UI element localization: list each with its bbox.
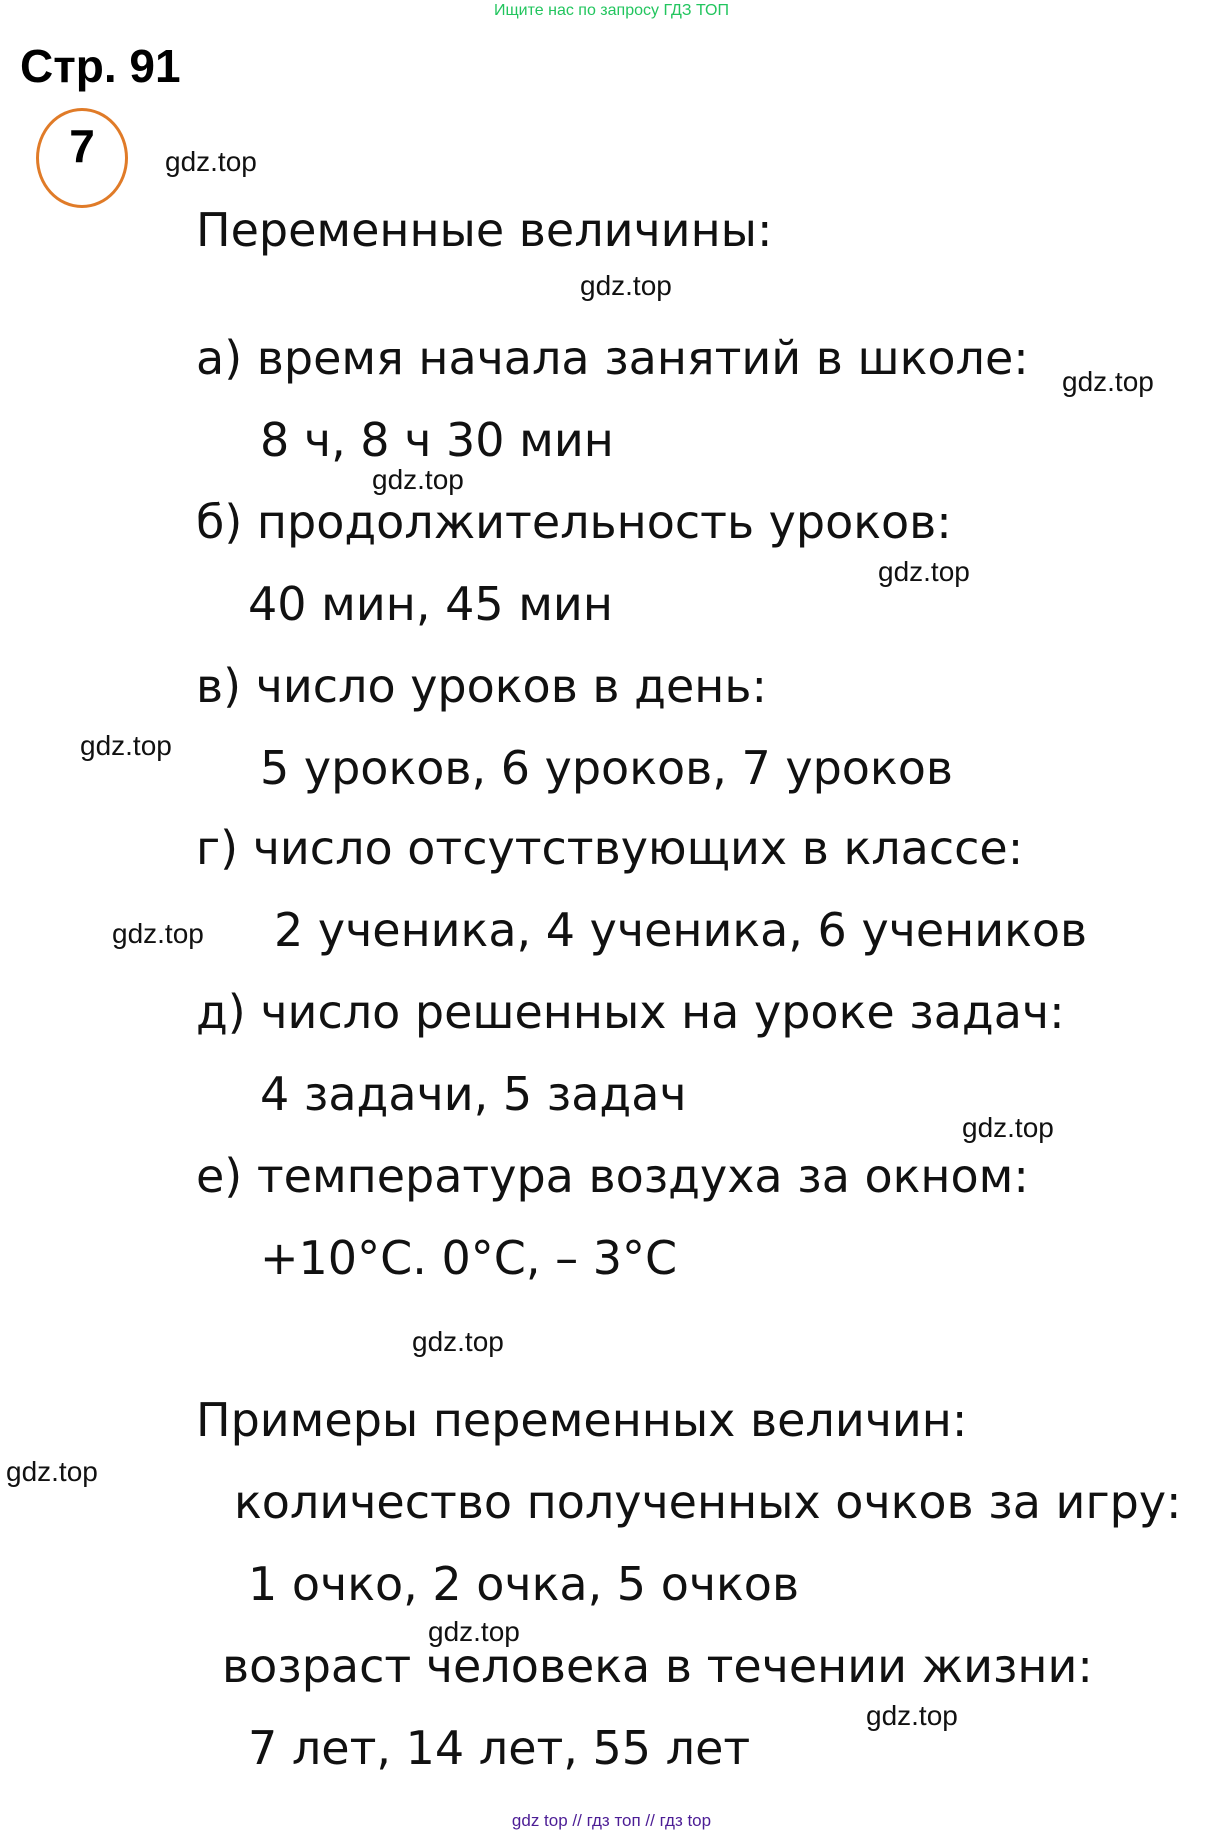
watermark: gdz.top [580, 270, 672, 301]
watermark: gdz.top [165, 146, 257, 177]
watermark: gdz.top [80, 730, 172, 761]
footer-watermark: gdz top // гдз топ // гдз top [511, 1811, 712, 1830]
section-heading-examples: Примеры переменных величин: [196, 1393, 968, 1447]
item-a-values: 8 ч, 8 ч 30 мин [260, 413, 614, 467]
item-a-label: а) время начала занятий в школе: [196, 331, 1029, 385]
section-heading-variables: Переменные величины: [196, 203, 773, 257]
item-v-values: 5 уроков, 6 уроков, 7 уроков [260, 741, 953, 795]
item-b-label: б) продолжительность уроков: [196, 495, 952, 549]
watermark: gdz.top [372, 464, 464, 495]
page-title: Стр. 91 [20, 40, 181, 92]
item-b-values: 40 мин, 45 мин [248, 577, 613, 631]
item-v-label: в) число уроков в день: [196, 659, 767, 713]
item-e-values: +10°С. 0°С, – 3°С [260, 1231, 678, 1285]
task-number: 7 [69, 120, 95, 172]
item-d-values: 4 задачи, 5 задач [260, 1067, 687, 1121]
watermark: gdz.top [962, 1112, 1054, 1143]
watermark: gdz.top [866, 1700, 958, 1731]
watermark: gdz.top [112, 918, 204, 949]
example-1-label: количество полученных очков за игру: [234, 1475, 1182, 1529]
item-g-values: 2 ученика, 4 ученика, 6 учеников [274, 903, 1088, 957]
item-g-label: г) число отсутствующих в классе: [196, 821, 1024, 875]
example-1-values: 1 очко, 2 очка, 5 очков [248, 1557, 800, 1611]
example-2-values: 7 лет, 14 лет, 55 лет [248, 1721, 751, 1775]
item-e-label: е) температура воздуха за окном: [196, 1149, 1029, 1203]
watermark: gdz.top [428, 1616, 520, 1647]
watermark: gdz.top [412, 1326, 504, 1357]
example-2-label: возраст человека в течении жизни: [222, 1639, 1093, 1693]
item-d-label: д) число решенных на уроке задач: [196, 985, 1065, 1039]
watermark: gdz.top [1062, 366, 1154, 397]
top-banner: Ищите нас по запросу ГДЗ ТОП [494, 2, 729, 19]
watermark: gdz.top [878, 556, 970, 587]
watermark: gdz.top [6, 1456, 98, 1487]
